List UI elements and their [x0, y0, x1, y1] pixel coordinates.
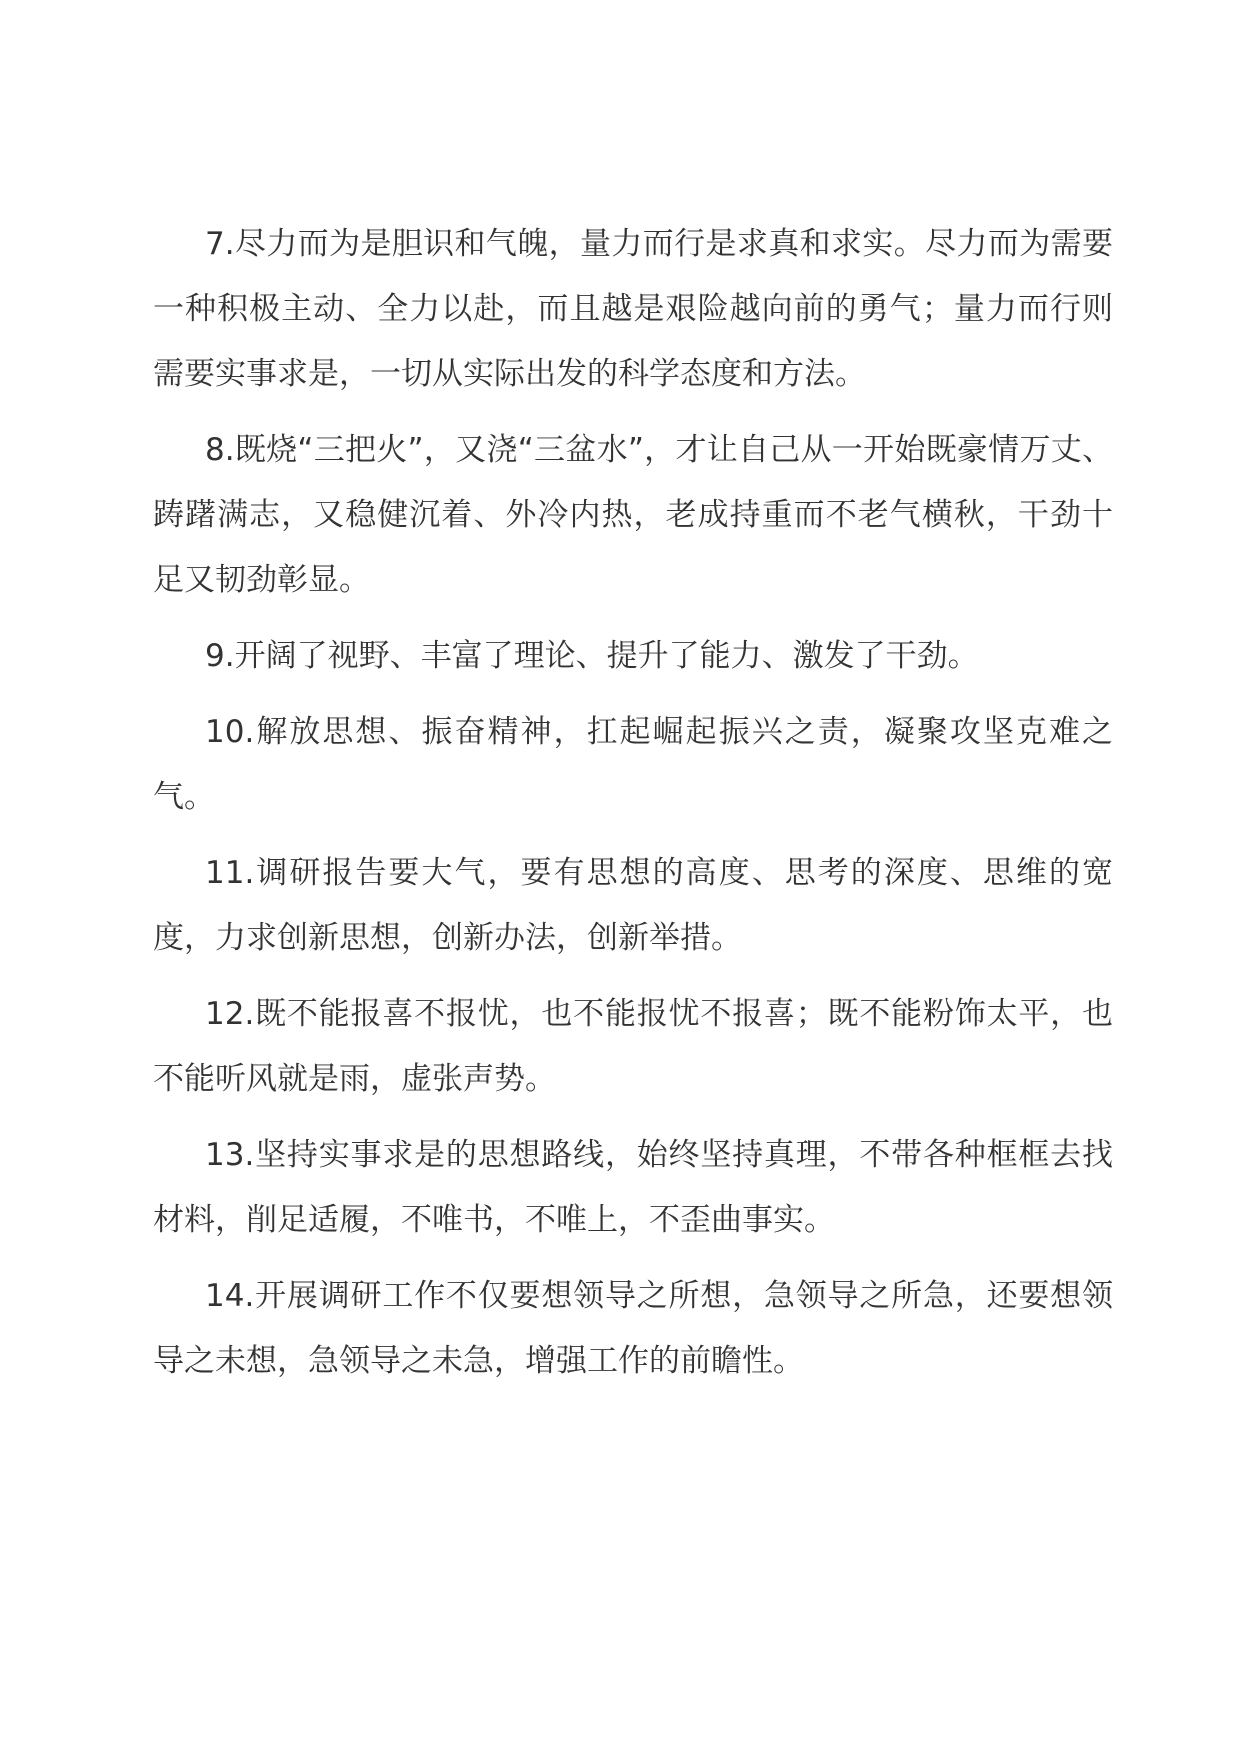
- paragraph-14: 14.开展调研工作不仅要想领导之所想，急领导之所急，还要想领导之未想，急领导之未急，增强工作的前瞻性。: [153, 1278, 1113, 1379]
- paragraph-11: 11.调研报告要大气，要有思想的高度、思考的深度、思维的宽度，力求创新思想，创新办法，创新举措。: [153, 855, 1113, 956]
- paragraph-13: 13.坚持实事求是的思想路线，始终坚持真理，不带各种框框去找材料，削足适履，不唯书，不唯上，不歪曲事实。: [153, 1137, 1113, 1238]
- paragraph-7: 7.尽力而为是胆识和气魄，量力而行是求真和求实。尽力而为需要一种积极主动、全力以赴，而且越是艰险越向前的勇气；量力而行则需要实事求是，一切从实际出发的科学态度和方法。: [153, 226, 1113, 392]
- paragraph-12: 12.既不能报喜不报忧，也不能报忧不报喜；既不能粉饰太平，也不能听风就是雨，虚张声势。: [153, 996, 1113, 1097]
- document-body: [153, 212, 1113, 1405]
- paragraph-10: 10.解放思想、振奋精神，扛起崛起振兴之责，凝聚攻坚克难之气。: [153, 714, 1113, 815]
- paragraph-8: 8.既烧“三把火”，又浇“三盆水”，才让自己从一开始既豪情万丈、踌躇满志，又稳健沉着、外冷内热，老成持重而不老气横秋，干劲十足又韧劲彰显。: [153, 432, 1113, 598]
- paragraph-9: 9.开阔了视野、丰富了理论、提升了能力、激发了干劲。: [205, 638, 979, 674]
